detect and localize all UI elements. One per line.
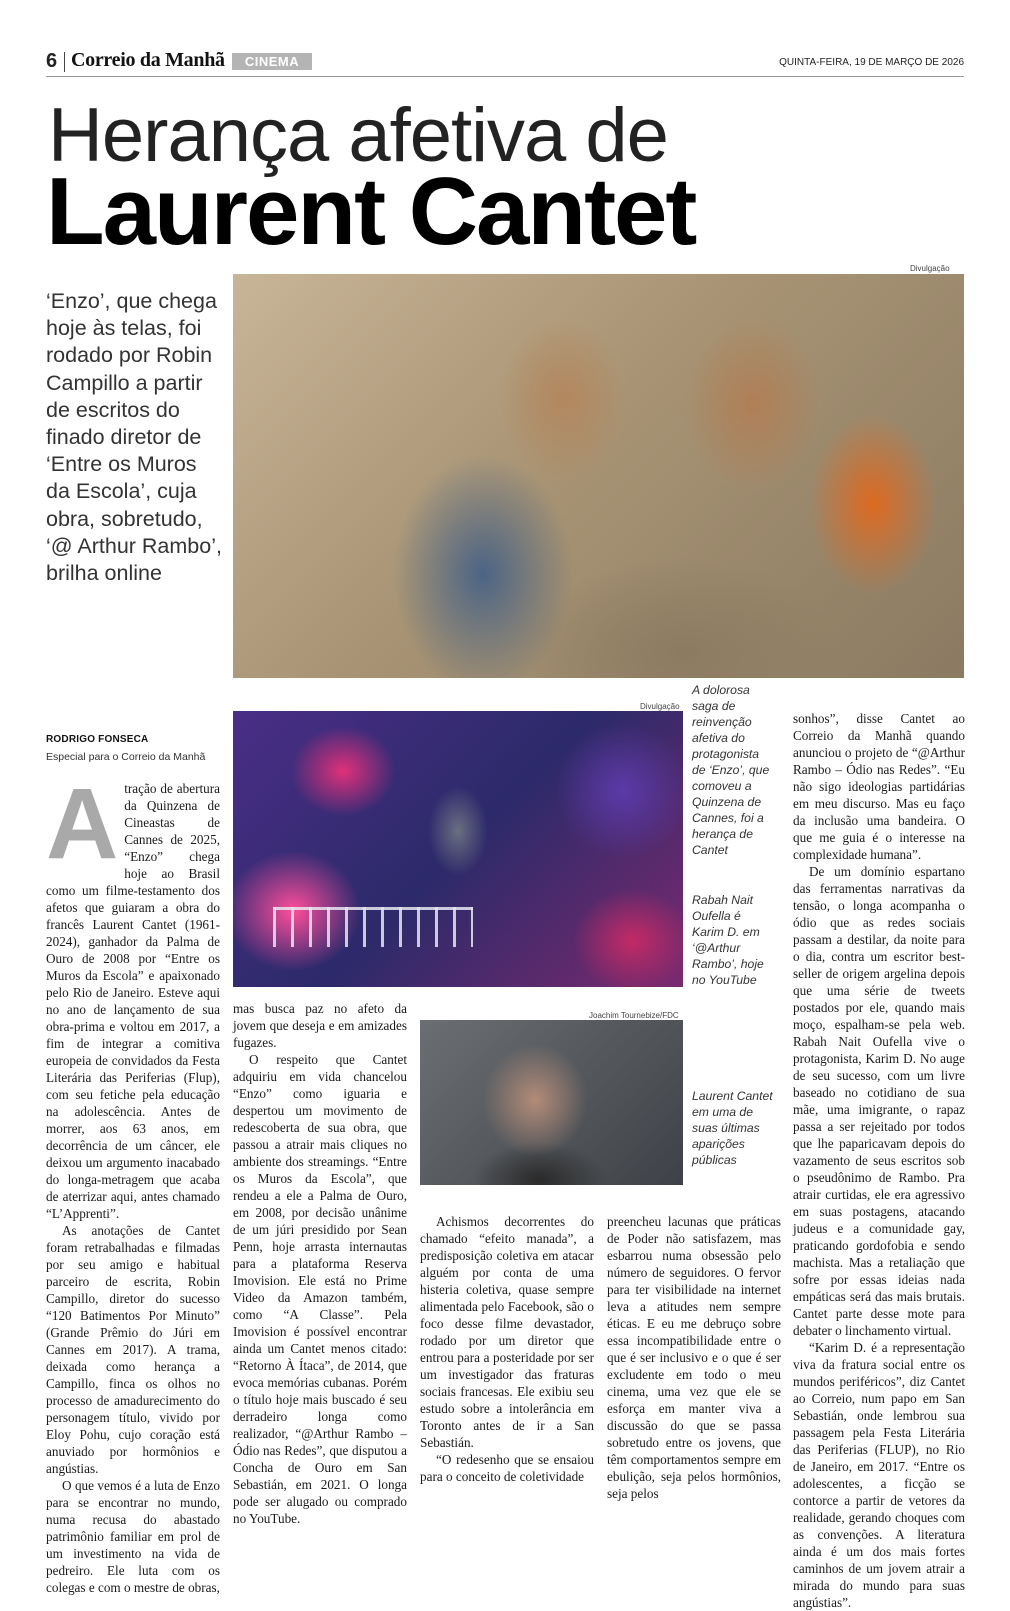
portrait-photo [420, 1020, 683, 1185]
body-column-3 [420, 1213, 594, 1485]
dropcap: A [46, 768, 119, 880]
byline-role: Especial para o Correio da Manhã [46, 751, 206, 763]
body-paragraph: Achismos decorrentes do chamado “efeito manada”, a predisposição coletiva em atacar alguém por conta de uma histeria coletiva, quase sempre alimentada pelo Facebook, são o foco desse filme devastador, rodado por um diretor que entrou para a posteridade por ser um investigador das fraturas sociais francesas. Ele exibiu seu estudo sobre a intolerância em Toronto antes de ir a San Sebastián. [420, 1214, 594, 1450]
lead-text: ‘Enzo’, que chega hoje às telas, foi rodado por Robin Campillo a partir de escritos do finado diretor de ‘Entre os Muros da Escola’, cuja obra, sobretudo, ‘@ Arthur Rambo’, brilha online [46, 289, 222, 586]
body-paragraph: “O redesenho que se ensaiou para o conceito de coletividade [420, 1452, 594, 1484]
main-photo [233, 274, 964, 678]
third-photo-credit: Joachim Tournebize/FDC [589, 1011, 679, 1020]
headline-line-1: Herança afetiva de [48, 93, 668, 178]
page-number: 6 [46, 50, 58, 72]
body-paragraph: preencheu lacunas que práticas de Poder não satisfazem, mas esbarrou numa obsessão pelo número de seguidores. O fervor para ter visibilidade na internet leva a atitudes nem sempre éticas. E eu me debruço sobre essa incompatibilidade entre o que é ser inclusivo e o que é ser excludente em todo o meu cinema, uma vez que ele se esforça em manter viva a discussão do que se passa sobretudo entre os jovens, que têm comportamentos sempre em ebulição, seja pelos hormônios, seja pelos [607, 1214, 781, 1501]
main-photo-caption: A dolorosa saga de reinvenção afetiva do protagonista de ‘Enzo’, que comoveu a Quinzena de Cannes, foi a herança de Cantet [692, 683, 770, 857]
main-photo-credit: Divulgação [910, 264, 950, 273]
body-paragraph: O que vemos é a luta de Enzo para se encontrar no mundo, numa recusa do abastado patrimônio familiar em prol de um investimento na vida de pedreiro. Ele luta com os colegas e com o mestre de obras, [46, 1478, 220, 1595]
body-paragraph: mas busca paz no afeto da jovem que deseja e em amizades fugazes. [233, 1001, 407, 1050]
body-paragraph: sonhos”, disse Cantet ao Correio da Manhã quando anunciou o projeto de “@Arthur Rambo – Ódio nas Redes”. “Eu não sigo ideologias partidárias em meu discurso. Mas eu faço da inclusão uma bandeira. O que me guia é o interesse na complexidade humana”. [793, 711, 965, 862]
header-rule [46, 76, 964, 77]
second-photo-caption: Rabah Nait Oufella é Karim D. em ‘@Arthur Rambo’, hoje no YouTube [692, 893, 764, 987]
headline-line-2: Laurent Cantet [46, 158, 696, 265]
paragraph-text: tração de abertura da Quinzena de Cineastas de Cannes de 2025, “Enzo” chega hoje ao Brasil como um filme-testamento dos afetos que guiaram a obra do francês Laurent Cantet (1961-2024), ganhador da Palma de Ouro de 2008 por “Entre os Muros da Escola” e apaixonado pelo Rio de Janeiro. Esteve aqui no ano de lançamento de sua obra-prima e voltou em 2017, a fim de integrar a comitiva europeia de convidados da Festa Literária das Periferias (Flup), com seu fetiche pela educação na adolescência. Antes de morrer, aos 63 anos, em decorrência de um câncer, ele deixou um argumento inacabado do longa-metragem que acaba de aterrizar aqui, antes chamado “L’Apprenti”. [46, 781, 220, 1221]
page-header [46, 50, 964, 78]
body-paragraph: O respeito que Cantet adquiriu em vida chancelou “Enzo” como iguaria e despertou um movimento de redescoberta de sua obra, que passou a atrair mais cliques no ambiente dos streamings. “Entre os Muros da Escola”, que rendeu a ele a Palma de Ouro, em 2008, por decisão unânime de um júri presidido por Sean Penn, hoje arrasta internautas para a plataforma Reserva Imovision. Ele está no Prime Video da Amazon também, como “A Classe”. Pela Imovision é possível encontrar ainda um Cantet menos citado: “Retorno À Ítaca”, de 2014, que evoca memórias cubanas. Porém o título hoje mais buscado é seu derradeiro longa como realizador, “@Arthur Rambo – Ódio nas Redes”, que disputou a Concha de Ouro em San Sebastián, em 2021. O longa pode ser alugado ou comprado no YouTube. [233, 1052, 407, 1526]
second-photo-credit: Divulgação [640, 702, 680, 711]
newspaper-name: Correio da Manhã [71, 49, 225, 71]
body-paragraph: De um domínio espartano das ferramentas narrativas da tensão, o longa acompanha o ódio que as redes sociais passam a destilar, da noite para o dia, contra um escritor best-seller de origem argelina depois que uma série de tweets postados por ele, quando mais moço, espalham-se pela web. Rabah Nait Oufella vive o protagonista, Karim D. No auge de seu sucesso, com um livre baseado no cotidiano de sua mãe, uma imigrante, o rapaz passa a ser rejeitado por todos que lhe paparicavam depois do vazamento de seus escritos sob o pseudônimo de Rambo. Pra atrair curtidas, ele era agressivo em suas postagens, atacando judeus e a comunidade gay, praticando gordofobia e sendo machista. Mas a retaliação que sofre por essas ideias nada empáticas será das mais brutais. Cantet parte desse mote para debater o linchamento virtual. [793, 864, 965, 1338]
third-photo-caption: Laurent Cantet em uma de suas últimas aparições públicas [692, 1089, 773, 1167]
byline-author: RODRIGO FONSECA [46, 734, 149, 745]
body-column-2 [233, 1000, 407, 1527]
issue-date: QUINTA-FEIRA, 19 DE MARÇO DE 2026 [779, 57, 964, 68]
body-column-4 [607, 1213, 781, 1502]
body-paragraph: As anotações de Cantet foram retrabalhadas e filmadas por seu amigo e habitual parceiro de escrita, Robin Campillo, diretor do sucesso “120 Batimentos Por Minuto” (Grande Prêmio do Júri em Cannes em 2017). A trama, deixada como herança a Campillo, finca os olhos no processo de amadurecimento do personagem título, vivido por Eloy Pohu, cujo coração está anuviado por hormônios e angústias. [46, 1223, 220, 1476]
body-paragraph [46, 768, 220, 1222]
body-column-5 [793, 710, 965, 1611]
section-tag: CINEMA [232, 53, 312, 70]
second-photo [233, 711, 683, 987]
header-divider [64, 52, 65, 72]
body-column-1 [46, 768, 220, 1596]
balcony-railing [273, 907, 473, 947]
body-paragraph: “Karim D. é a representação viva da fratura social entre os mundos periféricos”, diz Cantet ao Correio, num papo em San Sebastián, onde lembrou sua passagem pela Festa Literária das Periferias (FLUP), no Rio de Janeiro, em 2017. “Entre os adolescentes, a ficção se contorce a partir de vetores da realidade, gerando choques com as convenções. A literatura ainda é um dos mais fortes caminhos de um jovem atrair a mirada do mundo para suas angústias”. [793, 1340, 965, 1610]
